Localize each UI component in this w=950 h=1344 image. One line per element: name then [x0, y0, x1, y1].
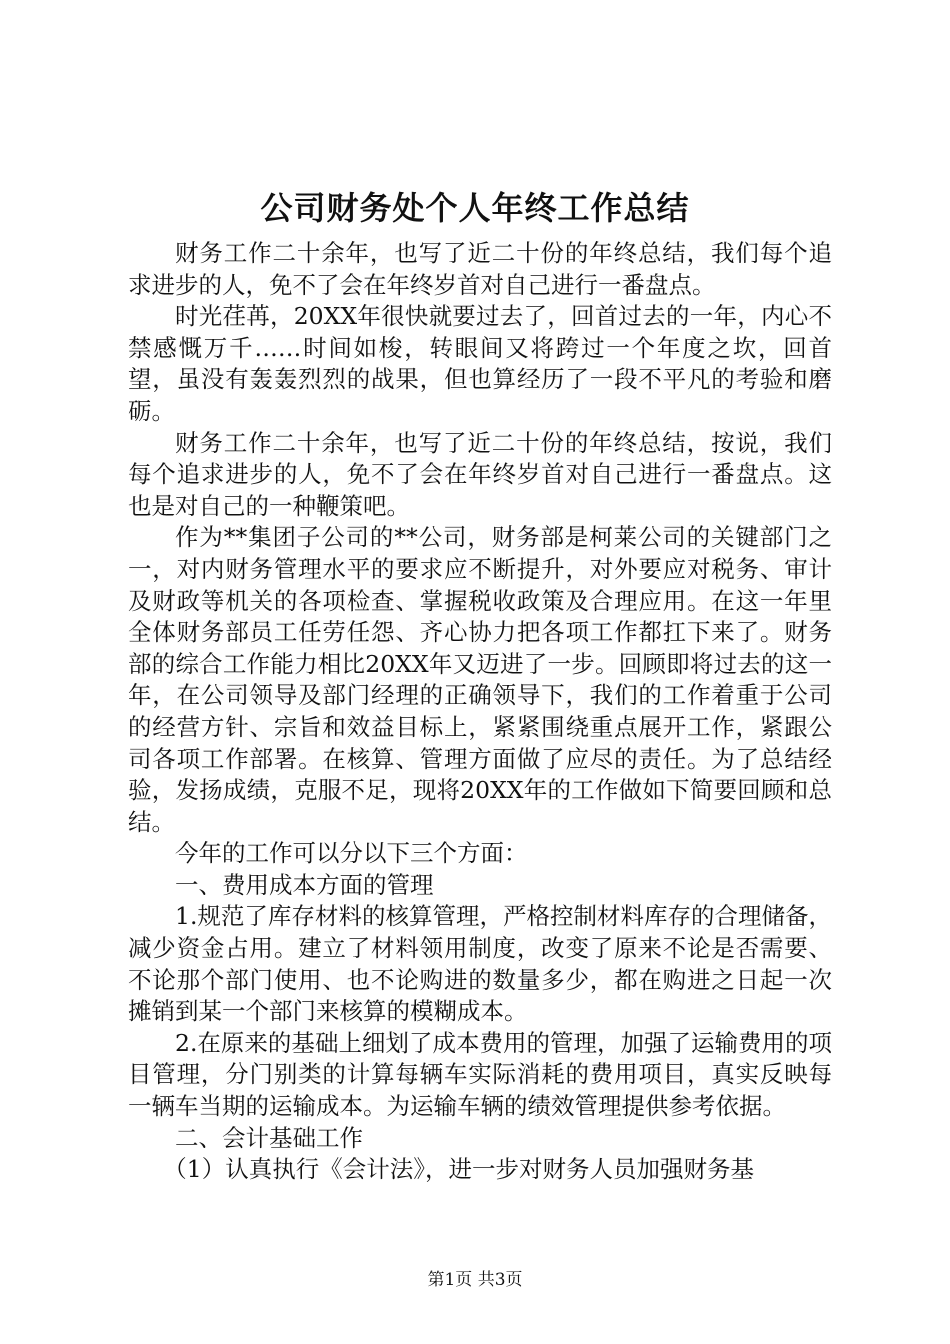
document-title: 公司财务处个人年终工作总结 — [260, 189, 690, 227]
section-heading-2: 二、会计基础工作 — [175, 1123, 363, 1152]
section-heading-1: 一、费用成本方面的管理 — [175, 870, 434, 899]
document-body — [128, 238, 832, 1186]
paragraph-4: 作为**集团子公司的**公司，财务部是柯莱公司的关键部门之一，对内财务管理水平的要求应不断提升，对外要应对税务、审计及财政等机关的各项检查、掌握税收政策及合理应用。在这一年里全体财务部员工任劳任怨、齐心协力把各项工作都扛下来了。财务部的综合工作能力相比20XX年又迈进了一步。回顾即将过去的这一年，在公司领导及部门经理的正确领导下，我们的工作着重于公司的经营方针、宗旨和效益目标上，紧紧围绕重点展开工作，紧跟公司各项工作部署。在核算、管理方面做了应尽的责任。为了总结经验，发扬成绩，克服不足，现将20XX年的工作做如下简要回顾和总结。 — [128, 523, 832, 836]
page-indicator: 第1页 共3页 — [427, 1270, 523, 1290]
paragraph-5: 今年的工作可以分以下三个方面： — [175, 839, 528, 868]
paragraph-1: 财务工作二十余年，也写了近二十份的年终总结，我们每个追求进步的人，免不了会在年终岁首对自己进行一番盘点。 — [128, 239, 832, 299]
paragraph-3: 财务工作二十余年，也写了近二十份的年终总结，按说，我们每个追求进步的人，免不了会在年终岁首对自己进行一番盘点。这也是对自己的一种鞭策吧。 — [128, 428, 832, 520]
paragraph-2: 时光荏苒，20XX年很快就要过去了，回首过去的一年，内心不禁感慨万千……时间如梭，转眼间又将跨过一个年度之坎，回首望，虽没有轰轰烈烈的战果，但也算经历了一段不平凡的考验和磨砺。 — [128, 302, 832, 425]
paragraph-item-1: 1.规范了库存材料的核算管理，严格控制材料库存的合理储备，减少资金占用。建立了材料领用制度，改变了原来不论是否需要、不论那个部门使用、也不论购进的数量多少，都在购进之日起一次摊销到某一个部门来核算的模糊成本。 — [128, 902, 832, 1026]
paragraph-item-3: （1）认真执行《会计法》，进一步对财务人员加强财务基 — [163, 1155, 754, 1184]
paragraph-item-2: 2.在原来的基础上细划了成本费用的管理，加强了运输费用的项目管理，分门别类的计算每辆车实际消耗的费用项目，真实反映每一辆车当期的运输成本。为运输车辆的绩效管理提供参考依据。 — [128, 1028, 832, 1121]
